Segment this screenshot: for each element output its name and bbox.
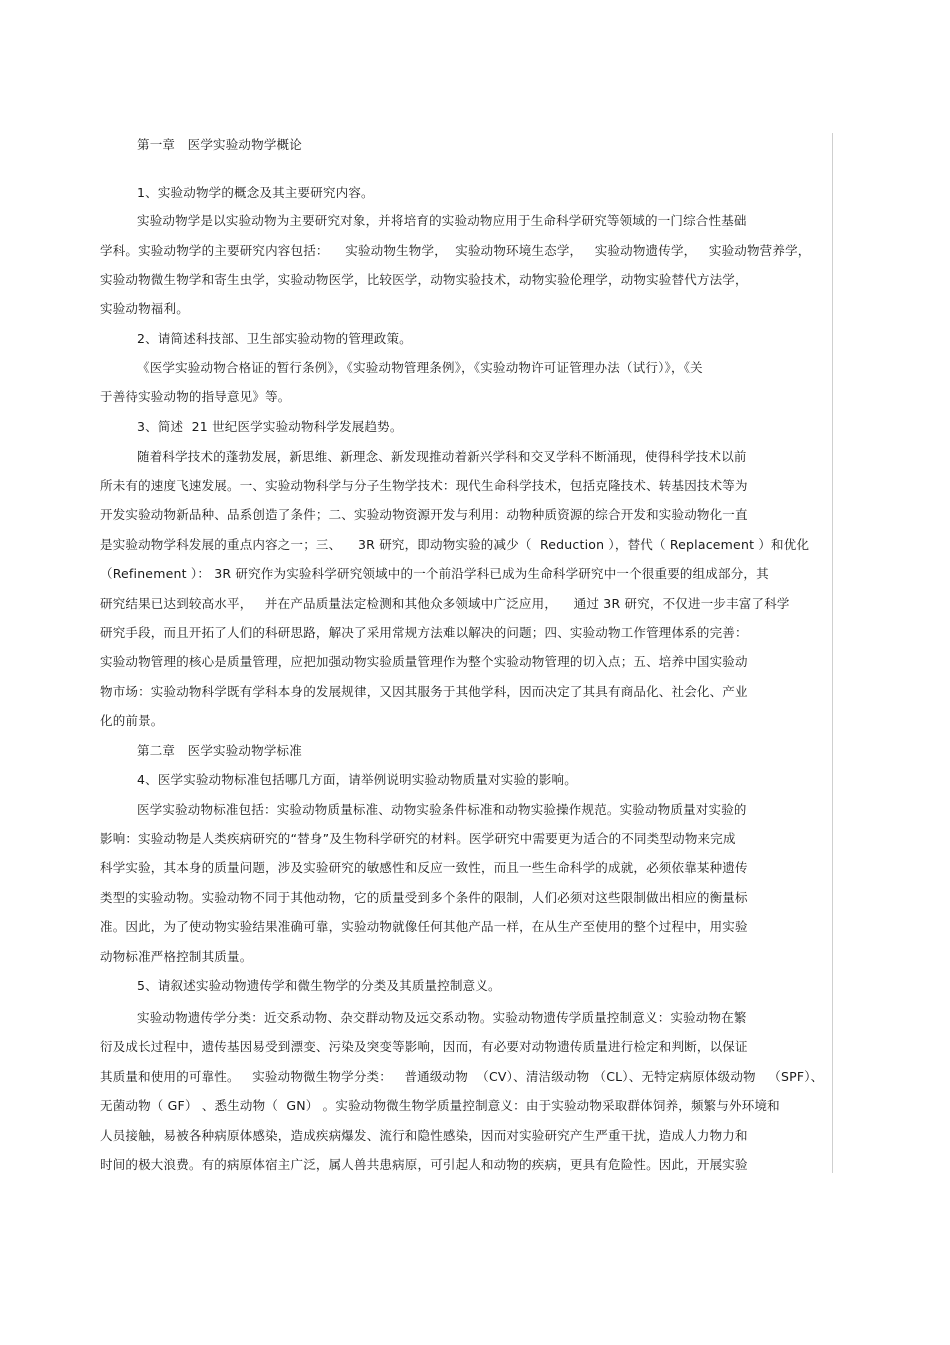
paragraph-line: 于善待实验动物的指导意见》等。 <box>100 389 291 404</box>
paragraph-line: 随着科学技术的蓬勃发展，新思维、新理念、新发现推动着新兴学科和交叉学科不断涌现，使得科学技术以前 <box>137 449 747 464</box>
paragraph-line: 动物标准严格控制其质量。 <box>100 949 253 964</box>
paragraph-line: 影响：实验动物是人类疾病研究的“替身”及生物科学研究的材料。医学研究中需要更为适合的不同类型动物来完成 <box>100 831 736 846</box>
chapter-1-heading: 第一章 医学实验动物学概论 <box>137 137 302 152</box>
paragraph-line: 《医学实验动物合格证的暂行条例》，《实验动物管理条例》，《实验动物许可证管理办法（试行）》，《关 <box>137 360 703 375</box>
chapter-2-heading: 第二章 医学实验动物学标准 <box>137 743 302 758</box>
question-5: 5、请叙述实验动物遗传学和微生物学的分类及其质量控制意义。 <box>137 978 501 993</box>
paragraph-line: 物市场：实验动物科学既有学科本身的发展规律，又因其服务于其他学科，因而决定了其具有商品化、社会化、产业 <box>100 684 748 699</box>
paragraph-line: 实验动物微生物学和寄生虫学，实验动物医学，比较医学，动物实验技术，动物实验伦理学，动物实验替代方法学， <box>100 272 748 287</box>
question-4: 4、医学实验动物标准包括哪几方面，请举例说明实验动物质量对实验的影响。 <box>137 772 577 787</box>
paragraph-line: 开发实验动物新品种、品系创造了条件；二、实验动物资源开发与利用：动物种质资源的综合开发和实验动物化一直 <box>100 507 748 522</box>
paragraph-line: 学科。实验动物学的主要研究内容包括： 实验动物生物学， 实验动物环境生态学， 实验动物遗传学， 实验动物营养学， <box>100 243 811 258</box>
paragraph-line: 实验动物福利。 <box>100 301 189 316</box>
paragraph-line: 其质量和使用的可靠性。 实验动物微生物学分类： 普通级动物 （CV）、清洁级动物 （CL）、无特定病原体级动物 （SPF）、 <box>100 1069 824 1084</box>
question-2: 2、请简述科技部、卫生部实验动物的管理政策。 <box>137 331 412 346</box>
paragraph-line: 实验动物管理的核心是质量管理，应把加强动物实验质量管理作为整个实验动物管理的切入点；五、培养中国实验动 <box>100 654 748 669</box>
paragraph-line: （Refinement ）： 3R 研究作为实验科学研究领域中的一个前沿学科已成为生命科学研究中一个很重要的组成部分，其 <box>100 566 769 581</box>
paragraph-line: 衍及成长过程中，遗传基因易受到漂变、污染及突变等影响，因而，有必要对动物遗传质量进行检定和判断，以保证 <box>100 1039 748 1054</box>
paragraph-line: 实验动物遗传学分类：近交系动物、杂交群动物及远交系动物。实验动物遗传学质量控制意义：实验动物在繁 <box>137 1010 747 1025</box>
page-margin-rule <box>832 133 833 1173</box>
paragraph-line: 类型的实验动物。实验动物不同于其他动物，它的质量受到多个条件的限制，人们必须对这些限制做出相应的衡量标 <box>100 890 748 905</box>
paragraph-line: 实验动物学是以实验动物为主要研究对象，并将培育的实验动物应用于生命科学研究等领域的一门综合性基础 <box>137 213 747 228</box>
question-1: 1、实验动物学的概念及其主要研究内容。 <box>137 185 374 200</box>
paragraph-line: 科学实验，其本身的质量问题，涉及实验研究的敏感性和反应一致性，而且一些生命科学的成就，必须依靠某种遗传 <box>100 860 748 875</box>
paragraph-line: 医学实验动物标准包括：实验动物质量标准、动物实验条件标准和动物实验操作规范。实验动物质量对实验的 <box>137 802 747 817</box>
paragraph-line: 无菌动物（ GF） 、悉生动物（ GN） 。实验动物微生物学质量控制意义：由于实验动物采取群体饲养，频繁与外环境和 <box>100 1098 780 1113</box>
paragraph-line: 所未有的速度飞速发展。一、实验动物科学与分子生物学技术：现代生命科学技术，包括克隆技术、转基因技术等为 <box>100 478 748 493</box>
paragraph-line: 人员接触，易被各种病原体感染，造成疾病爆发、流行和隐性感染，因而对实验研究产生严重干扰，造成人力物力和 <box>100 1128 748 1143</box>
question-3: 3、简述 21 世纪医学实验动物科学发展趋势。 <box>137 419 403 434</box>
paragraph-line: 是实验动物学科发展的重点内容之一；三、 3R 研究，即动物实验的减少（ Reduction ），替代（ Replacement ）和优化 <box>100 537 810 552</box>
paragraph-line: 研究手段，而且开拓了人们的科研思路，解决了采用常规方法难以解决的问题；四、实验动物工作管理体系的完善： <box>100 625 748 640</box>
paragraph-line: 研究结果已达到较高水平， 并在产品质量法定检测和其他众多领域中广泛应用， 通过 3R 研究，不仅进一步丰富了科学 <box>100 596 790 611</box>
paragraph-line: 时间的极大浪费。有的病原体宿主广泛，属人兽共患病原，可引起人和动物的疾病，更具有危险性。因此，开展实验 <box>100 1157 748 1172</box>
paragraph-line: 准。因此，为了使动物实验结果准确可靠，实验动物就像任何其他产品一样，在从生产至使用的整个过程中，用实验 <box>100 919 748 934</box>
paragraph-line: 化的前景。 <box>100 713 164 728</box>
